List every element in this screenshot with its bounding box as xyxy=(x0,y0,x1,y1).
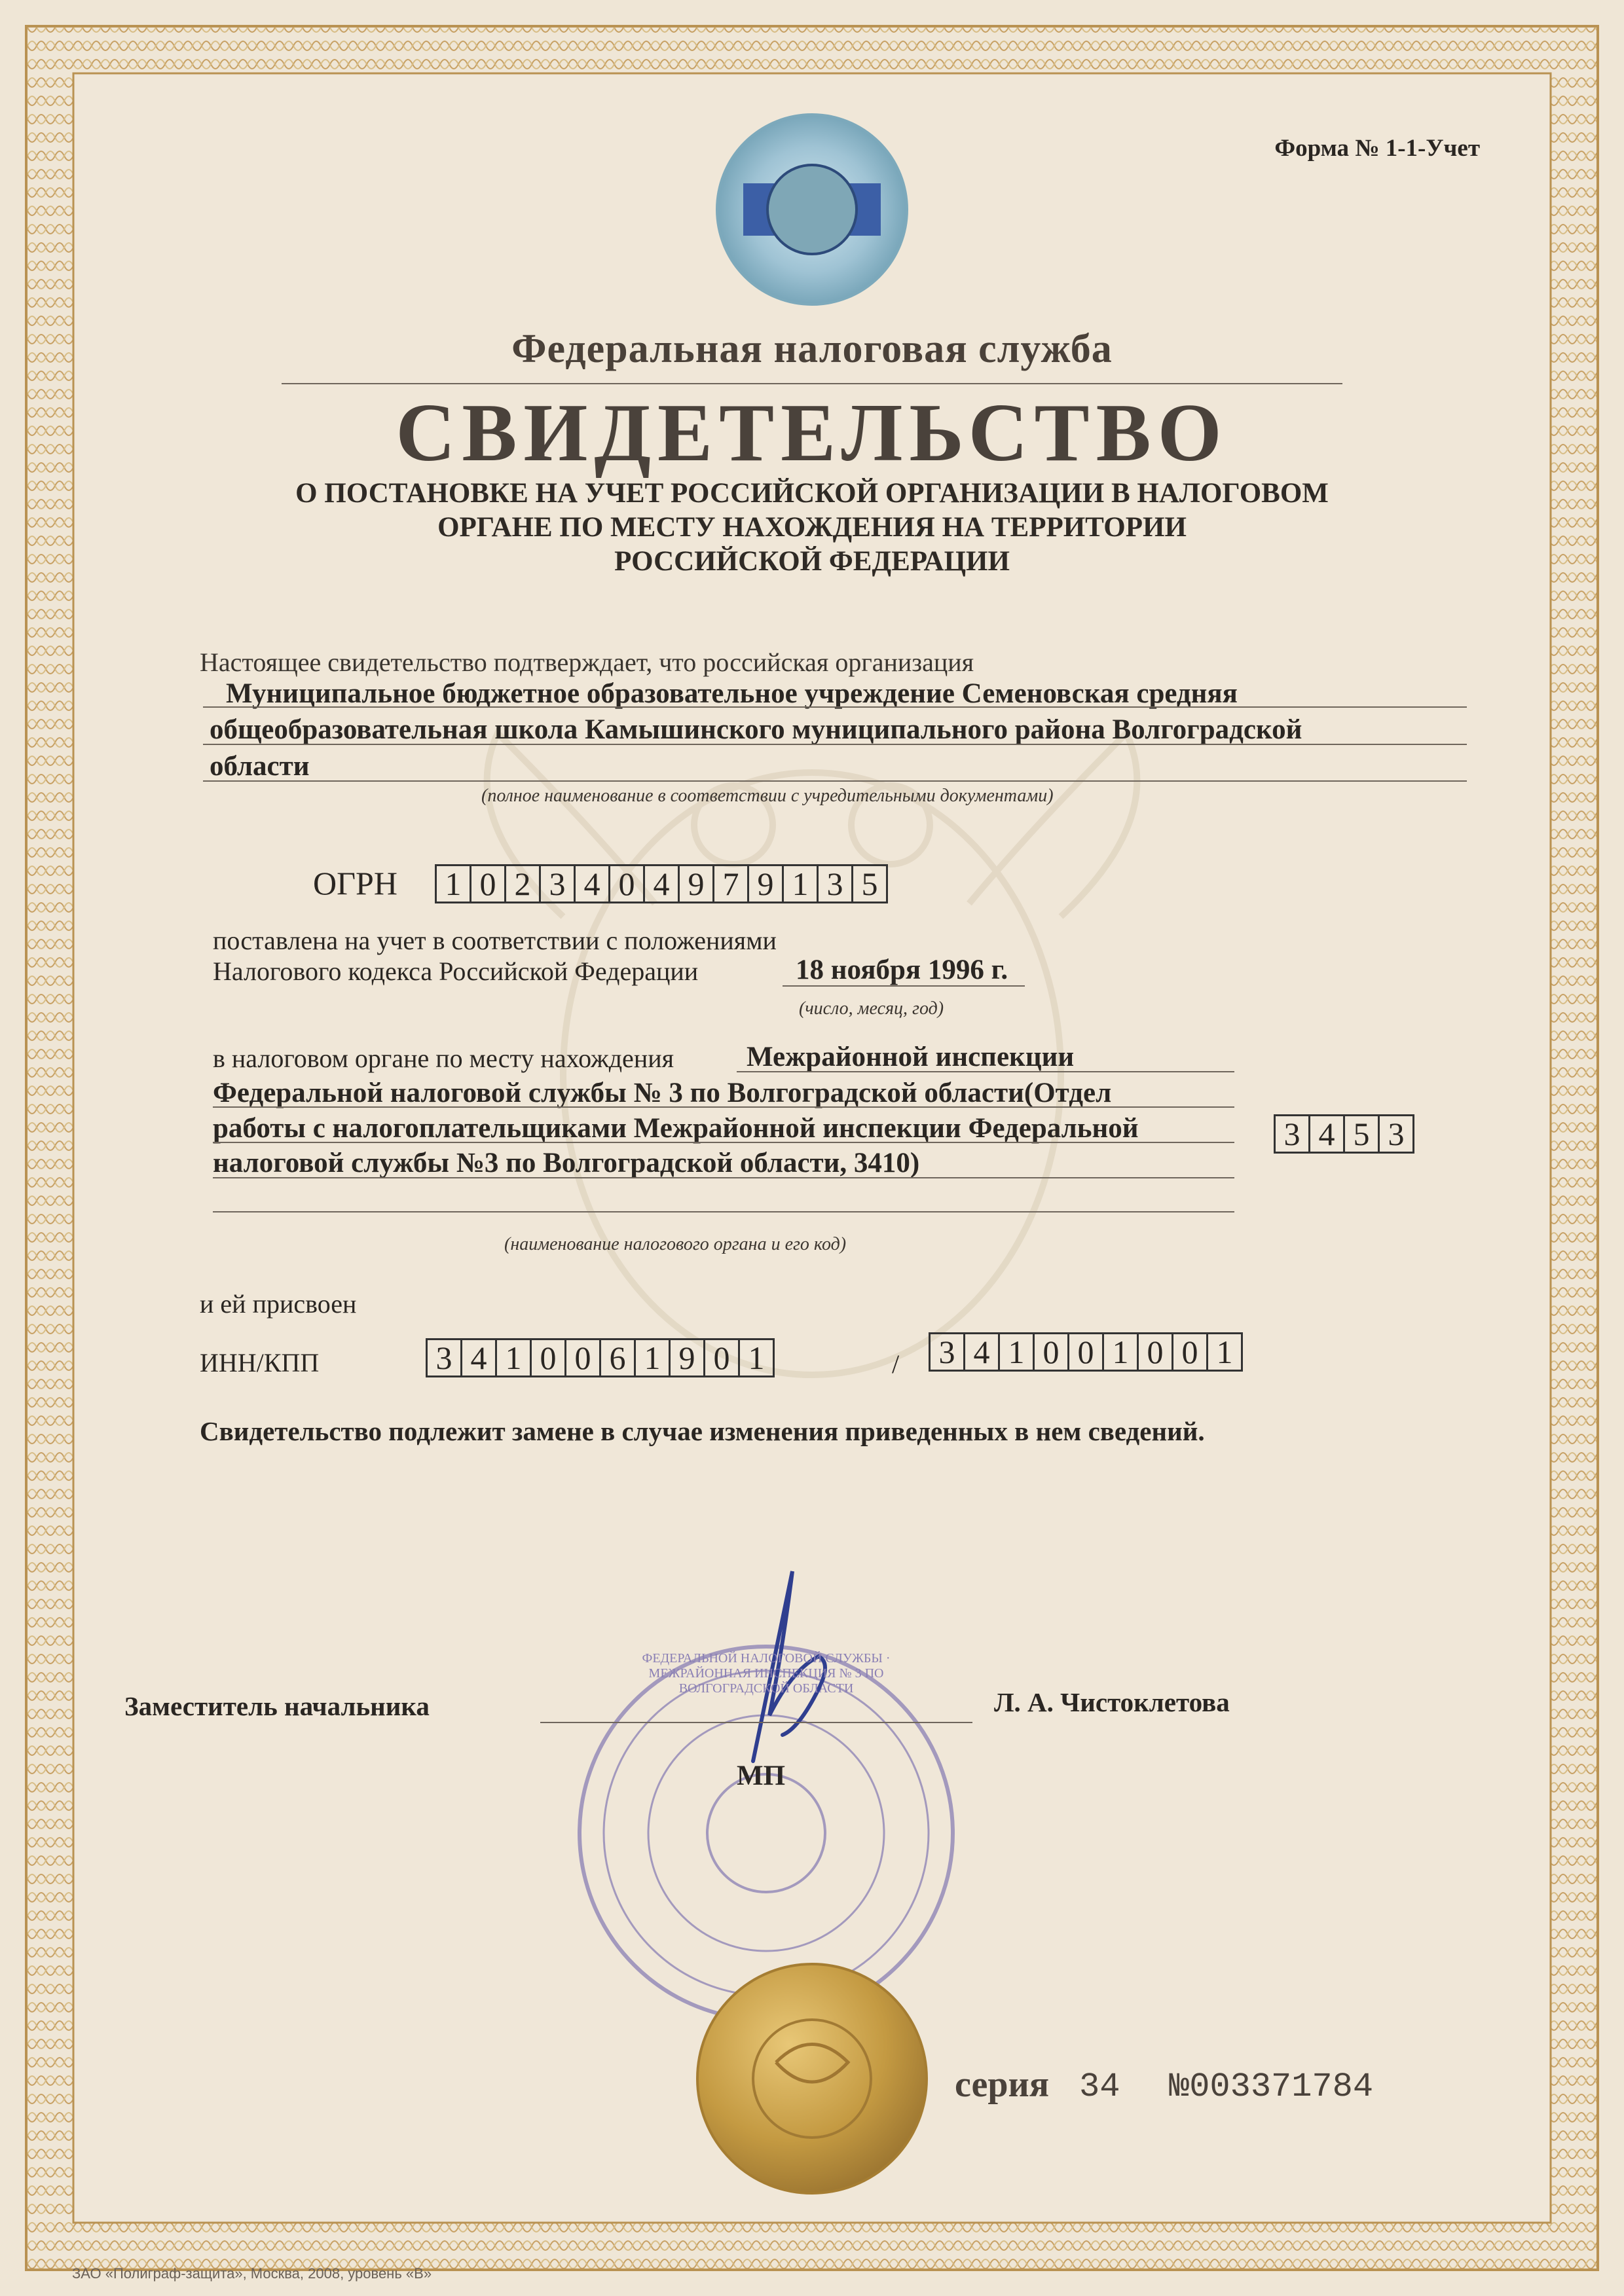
ogrn-digit: 9 xyxy=(680,866,714,902)
kpp-digits xyxy=(929,1332,1243,1372)
tax-office-code-digit: 3 xyxy=(1276,1116,1310,1152)
agency-title: Федеральная налоговая служба xyxy=(511,327,1113,371)
date-underline xyxy=(783,985,1025,987)
ogrn-digit: 0 xyxy=(610,866,645,902)
kpp-digit: 0 xyxy=(1173,1334,1208,1370)
date-caption: (число, месяц, год) xyxy=(799,998,944,1019)
series-value: 34 xyxy=(1079,2068,1120,2106)
inn-digit: 9 xyxy=(671,1340,705,1376)
org-line-underline xyxy=(203,706,1467,708)
inn-digit: 1 xyxy=(636,1340,671,1376)
signer-title: Заместитель начальника xyxy=(124,1691,430,1721)
tax-office-underline xyxy=(213,1142,1234,1143)
inn-kpp-separator: / xyxy=(892,1349,900,1379)
org-name-line: Муниципальное бюджетное образовательное учреждение Семеновская средняя xyxy=(226,678,1238,709)
document-title: СВИДЕТЕЛЬСТВО xyxy=(396,388,1228,479)
tax-office-underline xyxy=(213,1211,1234,1212)
document-number: №003371784 xyxy=(1169,2068,1374,2106)
tax-office-underline xyxy=(737,1071,1234,1072)
kpp-digit: 1 xyxy=(1000,1334,1035,1370)
registered-line1: поставлена на учет в соответствии с положениями xyxy=(213,926,777,955)
ogrn-digit: 5 xyxy=(861,866,878,902)
inn-digit: 1 xyxy=(748,1339,765,1376)
ogrn-digit: 1 xyxy=(437,866,471,902)
kpp-digit: 4 xyxy=(965,1334,1000,1370)
inn-digit: 1 xyxy=(497,1340,532,1376)
tax-office-intro: в налоговом органе по месту нахождения xyxy=(213,1044,674,1073)
ogrn-digit: 3 xyxy=(819,866,853,902)
tax-office-line: работы с налогоплательщиками Межрайонной инспекции Федеральной xyxy=(213,1113,1139,1144)
subtitle-line: РОССИЙСКОЙ ФЕДЕРАЦИИ xyxy=(614,546,1010,577)
kpp-digit: 1 xyxy=(1216,1334,1233,1370)
org-line-underline xyxy=(203,744,1467,745)
kpp-digit: 1 xyxy=(1104,1334,1139,1370)
org-name-line: области xyxy=(210,751,310,782)
ogrn-digit: 4 xyxy=(576,866,610,902)
inn-digits xyxy=(426,1338,775,1377)
org-name-line: общеобразовательная школа Камышинского муниципального района Волгоградской xyxy=(210,714,1302,745)
tax-office-underline xyxy=(213,1177,1234,1178)
ogrn-digits xyxy=(435,864,888,903)
tax-office-line: Федеральной налоговой службы № 3 по Волгоградской области(Отдел xyxy=(213,1078,1112,1108)
org-caption: (полное наименование в соответствии с учредительными документами) xyxy=(481,786,1054,806)
form-number: Форма № 1-1-Учет xyxy=(1274,135,1480,162)
subtitle-line: О ПОСТАНОВКЕ НА УЧЕТ РОССИЙСКОЙ ОРГАНИЗАЦИИ В НАЛОГОВОМ xyxy=(295,478,1329,509)
ogrn-digit: 7 xyxy=(714,866,749,902)
tax-office-code-digit: 3 xyxy=(1388,1116,1405,1152)
tax-office-line: Межрайонной инспекции xyxy=(747,1042,1075,1072)
tax-office-code-digit: 5 xyxy=(1345,1116,1380,1152)
ogrn-digit: 9 xyxy=(749,866,784,902)
replacement-note: Свидетельство подлежит замене в случае изменения приведенных в нем сведений. xyxy=(200,1416,1205,1446)
hologram-icon xyxy=(717,115,907,304)
ogrn-label: ОГРН xyxy=(313,865,397,902)
assigned-text: и ей присвоен xyxy=(200,1289,357,1319)
tax-office-line: налоговой службы №3 по Волгоградской области, 3410) xyxy=(213,1148,920,1178)
signature-line xyxy=(540,1722,972,1723)
ogrn-digit: 3 xyxy=(541,866,576,902)
printer-note: ЗАО «Полиграф-защита», Москва, 2008, уровень «В» xyxy=(72,2265,432,2282)
tax-office-caption: (наименование налогового органа и его код) xyxy=(504,1234,847,1254)
signer-name: Л. А. Чистоклетова xyxy=(994,1687,1230,1717)
ogrn-digit: 1 xyxy=(784,866,819,902)
tax-office-underline xyxy=(213,1106,1234,1108)
ogrn-digit: 0 xyxy=(471,866,506,902)
inn-digit: 0 xyxy=(532,1340,566,1376)
inn-digit: 3 xyxy=(428,1340,462,1376)
registration-date: 18 ноября 1996 г. xyxy=(796,955,1008,985)
kpp-digit: 0 xyxy=(1069,1334,1104,1370)
intro-text: Настоящее свидетельство подтверждает, что российская организация xyxy=(200,647,974,677)
series-label: серия xyxy=(955,2064,1050,2105)
registered-line2: Налогового кодекса Российской Федерации xyxy=(213,957,699,986)
ogrn-digit: 2 xyxy=(506,866,541,902)
stamp-label: МП xyxy=(737,1760,786,1791)
inn-digit: 6 xyxy=(601,1340,636,1376)
inn-digit: 0 xyxy=(705,1340,740,1376)
tax-office-code xyxy=(1274,1114,1414,1154)
kpp-digit: 0 xyxy=(1035,1334,1069,1370)
kpp-digit: 3 xyxy=(931,1334,965,1370)
document-subtitle xyxy=(144,477,1480,579)
inn-digit: 0 xyxy=(566,1340,601,1376)
ogrn-digit: 4 xyxy=(645,866,680,902)
agency-underline xyxy=(282,383,1342,384)
org-line-underline xyxy=(203,780,1467,782)
gold-seal-icon xyxy=(697,1964,927,2193)
subtitle-line: ОРГАНЕ ПО МЕСТУ НАХОЖДЕНИЯ НА ТЕРРИТОРИИ xyxy=(437,512,1187,543)
inn-kpp-label: ИНН/КПП xyxy=(200,1348,320,1377)
stamp-text: ФЕДЕРАЛЬНОЙ НАЛОГОВОЙ СЛУЖБЫ · МЕЖРАЙОННАЯ ИНСПЕКЦИЯ № 3 ПО ВОЛГОГРАДСКОЙ ОБЛАСТИ xyxy=(642,1651,891,1696)
inn-digit: 4 xyxy=(462,1340,497,1376)
kpp-digit: 0 xyxy=(1139,1334,1173,1370)
tax-office-code-digit: 4 xyxy=(1310,1116,1345,1152)
